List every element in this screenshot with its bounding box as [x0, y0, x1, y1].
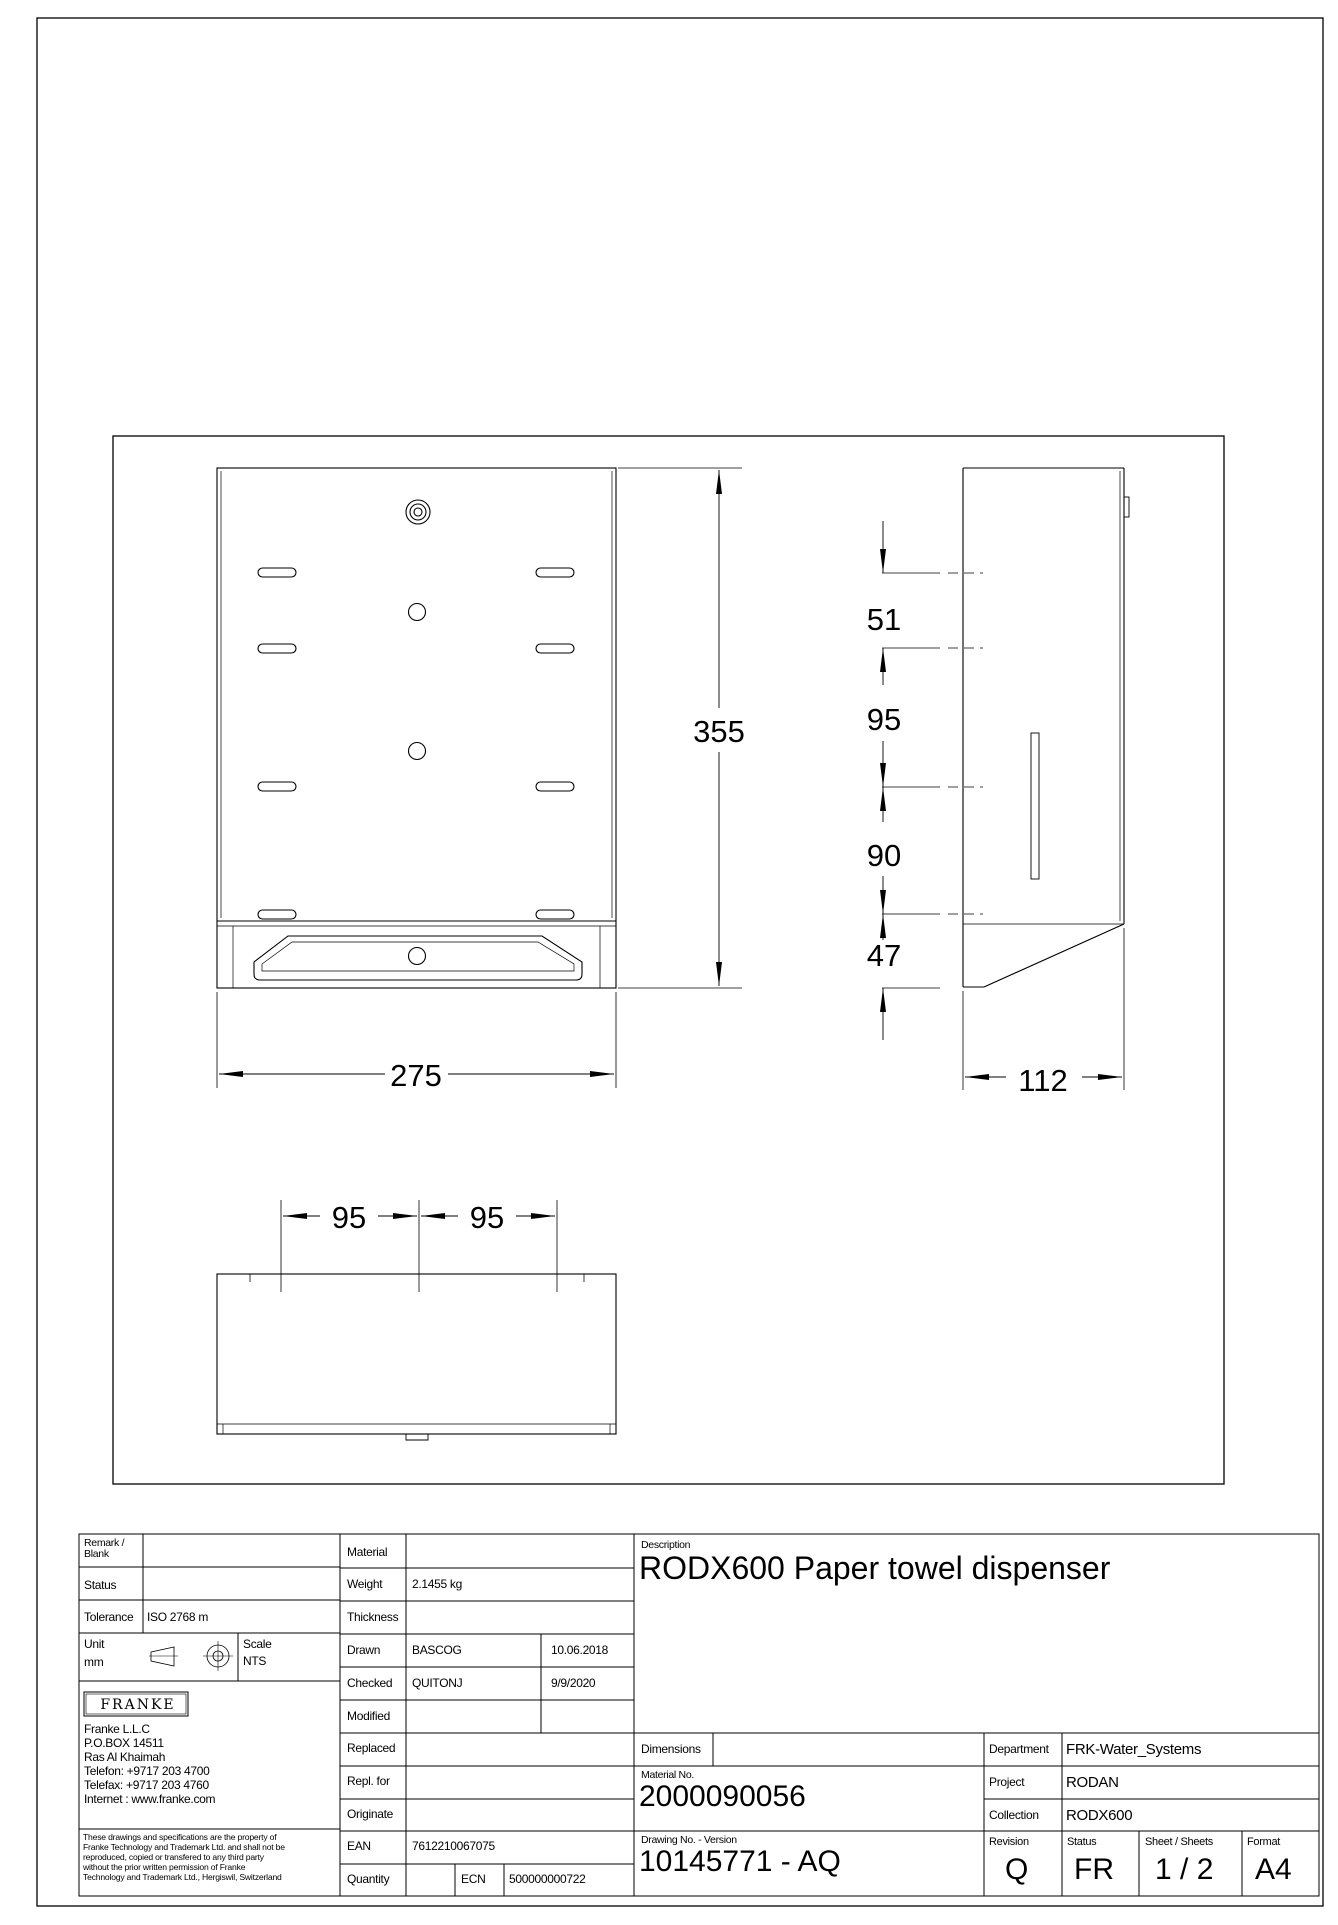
checked-date: 9/9/2020: [551, 1676, 596, 1690]
dim-51-label: 51: [866, 602, 902, 637]
address-line-5: Internet : www.franke.com: [84, 1792, 216, 1806]
drawn-label: Drawn: [347, 1643, 381, 1657]
top-view: [217, 1200, 616, 1440]
material-no-value: 2000090056: [639, 1780, 806, 1813]
ecn-value: 500000000722: [509, 1872, 586, 1886]
modified-label: Modified: [347, 1709, 390, 1723]
status-value: FR: [1074, 1853, 1114, 1886]
dim-355-label: 355: [693, 714, 745, 749]
drawing-no-label: Drawing No. - Version: [641, 1834, 737, 1846]
originate-label: Originate: [347, 1807, 393, 1821]
scale-label: Scale: [243, 1637, 272, 1651]
drawn-date: 10.06.2018: [551, 1643, 609, 1657]
dim-95-label: 95: [866, 702, 902, 737]
department-value: FRK-Water_Systems: [1066, 1741, 1202, 1758]
ecn-label: ECN: [461, 1872, 486, 1886]
material-label: Material: [347, 1545, 388, 1559]
collection-value: RODX600: [1066, 1807, 1133, 1824]
address-line-2: Ras Al Khaimah: [84, 1750, 166, 1764]
address-line-1: P.O.BOX 14511: [84, 1736, 164, 1750]
weight-label: Weight: [347, 1577, 383, 1591]
address-line-3: Telefon: +9717 203 4700: [84, 1764, 210, 1778]
repl-for-label: Repl. for: [347, 1774, 390, 1788]
quantity-label: Quantity: [347, 1872, 390, 1886]
dim-90-label: 90: [866, 838, 902, 873]
dimensions-label: Dimensions: [641, 1742, 701, 1756]
collection-label: Collection: [989, 1808, 1039, 1822]
checked-label: Checked: [347, 1676, 393, 1690]
dim-112-label: 112: [1018, 1063, 1068, 1098]
checked-by: QUITONJ: [412, 1676, 463, 1690]
revision-label: Revision: [989, 1836, 1029, 1848]
status-label: Status: [84, 1578, 117, 1592]
side-view: [882, 468, 1129, 1090]
franke-logo: FRANKE: [100, 1697, 176, 1713]
format-value: A4: [1255, 1853, 1292, 1886]
remark-label: Remark / Blank: [84, 1537, 125, 1560]
ean-value: 7612210067075: [412, 1839, 495, 1853]
thickness-label: Thickness: [347, 1610, 399, 1624]
sheet-value: 1 / 2: [1155, 1853, 1214, 1886]
replaced-label: Replaced: [347, 1741, 396, 1755]
project-label: Project: [989, 1775, 1025, 1789]
project-value: RODAN: [1066, 1774, 1119, 1791]
unit-label: Unit: [84, 1637, 105, 1651]
description-label: Description: [641, 1539, 691, 1551]
company-name: Franke L.L.C: [84, 1722, 150, 1736]
tolerance-value: ISO 2768 m: [147, 1610, 209, 1624]
address-line-4: Telefax: +9717 203 4760: [84, 1778, 209, 1792]
unit-value: mm: [84, 1655, 104, 1669]
legal-note: These drawings and specifications are the property of Franke Technology and Trademark Ltd. and shall not be reproduced, copied or transfered to any third party without the prior written permission of Franke Technology and Trademark Ltd., Hergiswil, Switzerland: [83, 1832, 285, 1882]
drawing-no-value: 10145771 - AQ: [639, 1845, 841, 1878]
front-view: [217, 468, 742, 1088]
department-label: Department: [989, 1742, 1049, 1756]
description-text: RODX600 Paper towel dispenser: [639, 1550, 1111, 1586]
drawn-by: BASCOG: [412, 1643, 462, 1657]
weight-value: 2.1455 kg: [412, 1577, 463, 1591]
dim-top-95-right-label: 95: [469, 1200, 505, 1235]
status-col-label: Status: [1067, 1836, 1097, 1848]
title-block: [79, 1534, 1319, 1896]
dim-top-95-left-label: 95: [331, 1200, 367, 1235]
format-label: Format: [1247, 1836, 1281, 1848]
material-no-label: Material No.: [641, 1769, 695, 1781]
dim-47-label: 47: [866, 938, 902, 973]
view-frame: [113, 436, 1224, 1484]
ean-label: EAN: [347, 1839, 371, 1853]
tolerance-label: Tolerance: [84, 1610, 134, 1624]
revision-value: Q: [1005, 1853, 1029, 1886]
dim-275-label: 275: [390, 1058, 442, 1093]
scale-value: NTS: [243, 1654, 267, 1668]
sheet-label: Sheet / Sheets: [1145, 1836, 1213, 1848]
